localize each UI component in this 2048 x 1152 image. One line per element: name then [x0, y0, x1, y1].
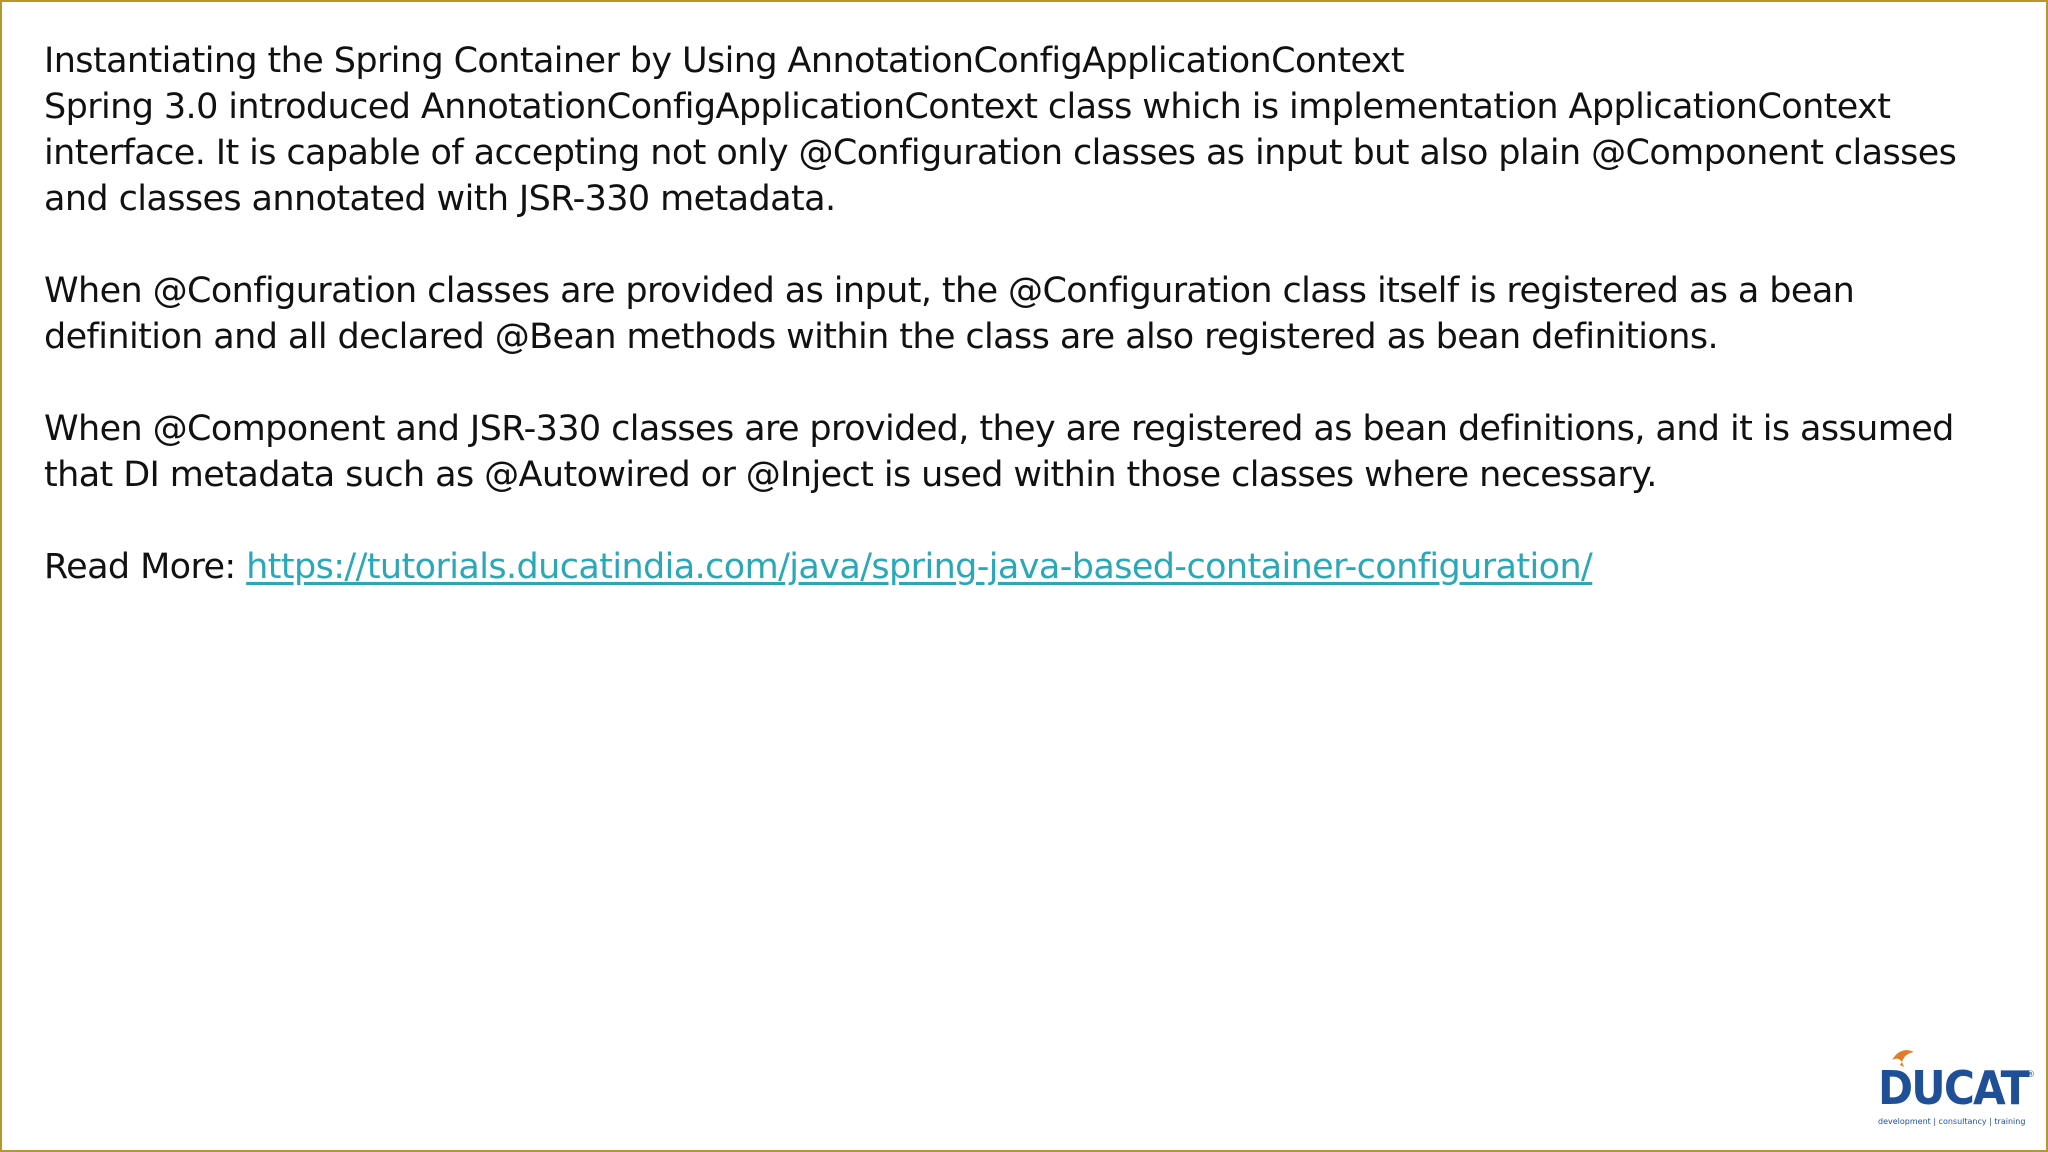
text-line: When @Configuration classes are provided as input, the @Configuration class itself is registered as a bean — [44, 271, 1855, 311]
read-more-link[interactable]: https://tutorials.ducatindia.com/java/spring-java-based-container-configuration/ — [246, 547, 1593, 587]
text-line: interface. It is capable of accepting not only @Configuration classes as input but also plain @Component classes — [44, 133, 1957, 173]
read-more-label: Read More: — [44, 547, 247, 587]
slide-title: Instantiating the Spring Container by Using AnnotationConfigApplicationContext — [44, 41, 1405, 81]
read-more-line — [44, 544, 1974, 590]
intro-paragraph — [44, 38, 1974, 222]
text-line: that DI metadata such as @Autowired or @Inject is used within those classes where necessary. — [44, 455, 1657, 495]
component-paragraph — [44, 406, 1974, 498]
text-line: Spring 3.0 introduced AnnotationConfigApplicationContext class which is implementation ApplicationContext — [44, 87, 1891, 127]
ducat-logo — [1874, 1042, 2034, 1132]
text-line: definition and all declared @Bean methods within the class are also registered as bean definitions. — [44, 317, 1718, 357]
text-line: and classes annotated with JSR-330 metadata. — [44, 179, 836, 219]
text-line: When @Component and JSR-330 classes are provided, they are registered as bean definitions, and it is assumed — [44, 409, 1954, 449]
configuration-paragraph — [44, 268, 1974, 360]
logo-wordmark: DUCAT — [1878, 1061, 2028, 1115]
logo-trademark: ® — [2026, 1070, 2035, 1080]
slide-content — [44, 38, 1974, 636]
logo-tagline: development | consultancy | training — [1878, 1117, 2026, 1126]
